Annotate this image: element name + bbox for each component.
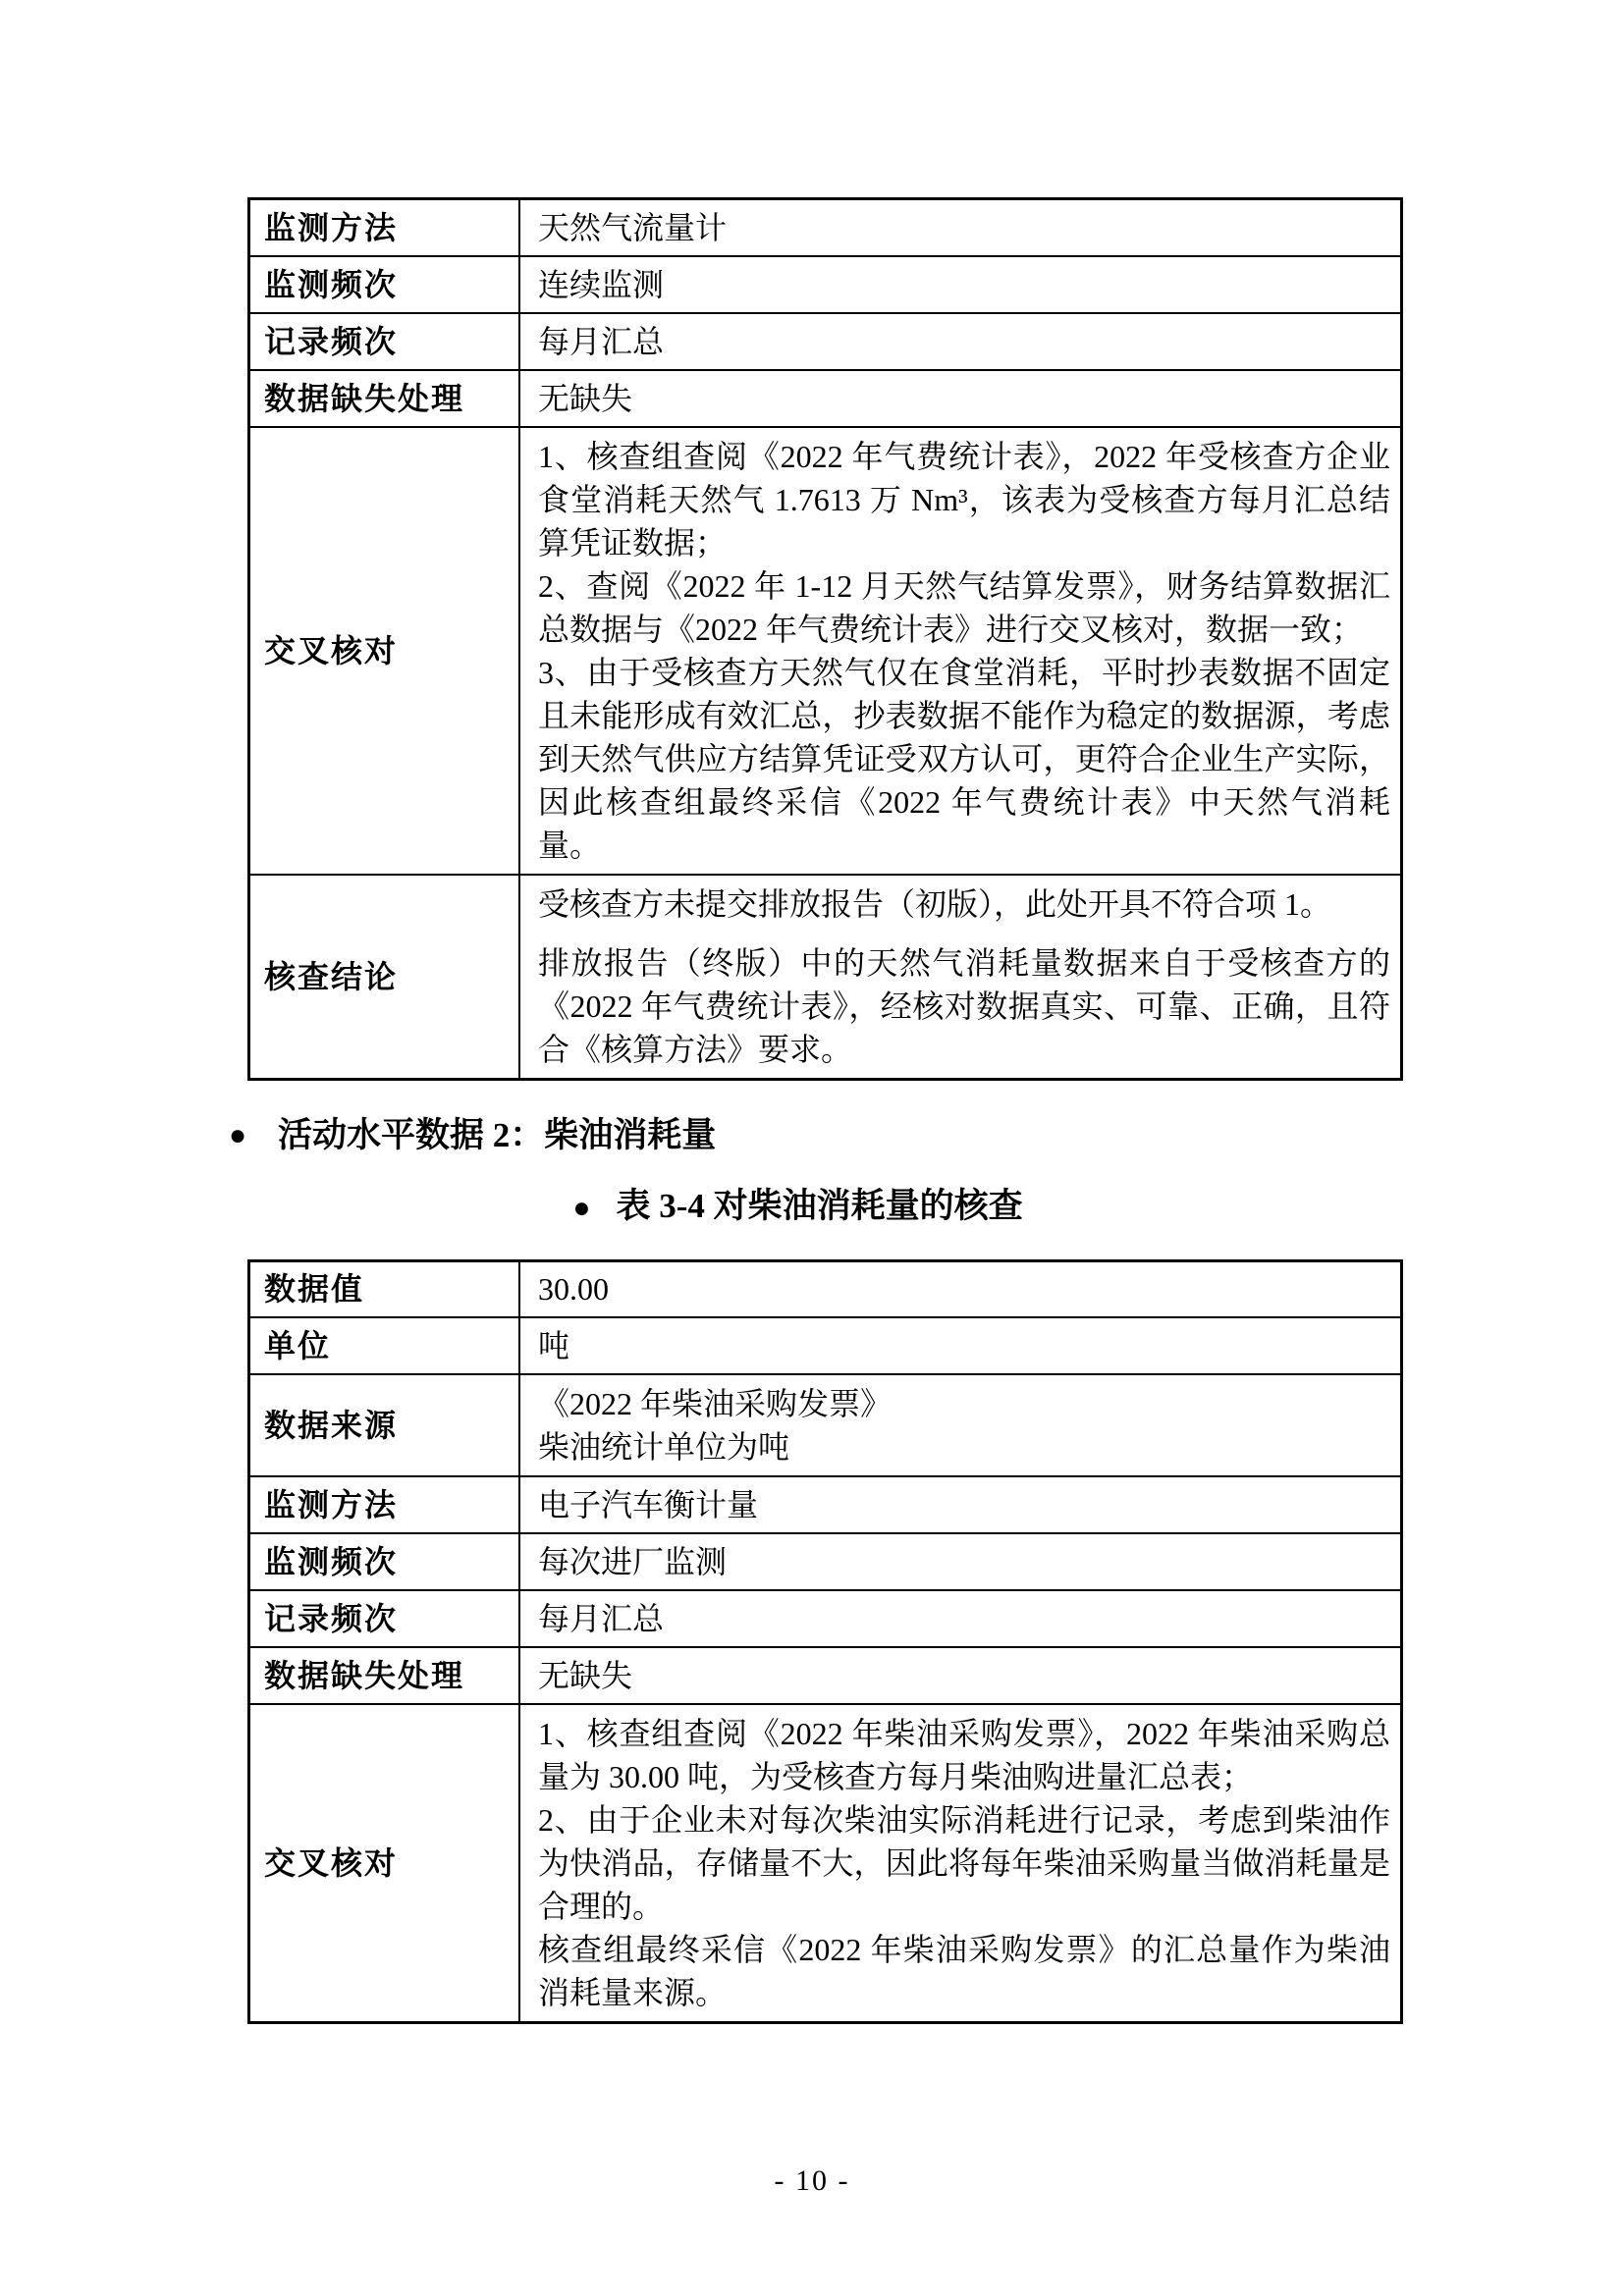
table-row xyxy=(249,427,1402,875)
row-value: 每月汇总 xyxy=(519,313,1402,370)
table-row xyxy=(249,1647,1402,1704)
data-source-line: 《2022 年柴油采购发票》 xyxy=(538,1386,893,1421)
natural-gas-verification-table xyxy=(247,197,1403,1081)
table-caption-text: 表 3-4 对柴油消耗量的核查 xyxy=(616,1186,1023,1225)
cross-check-item: 核查组最终采信《2022 年柴油采购发票》的汇总量作为柴油消耗量来源。 xyxy=(538,1932,1390,2010)
row-value: 每月汇总 xyxy=(519,1590,1402,1647)
row-value: 每次进厂监测 xyxy=(519,1533,1402,1590)
diesel-verification-table xyxy=(247,1259,1403,2025)
row-label: 监测方法 xyxy=(249,199,520,256)
table-row xyxy=(249,1374,1402,1476)
row-label: 单位 xyxy=(249,1317,520,1374)
row-label: 数据缺失处理 xyxy=(249,1647,520,1704)
activity-data-heading-text: 活动水平数据 2：柴油消耗量 xyxy=(278,1115,717,1154)
table-caption xyxy=(247,1181,1348,1234)
table-row xyxy=(249,370,1402,427)
row-value: 连续监测 xyxy=(519,256,1402,313)
page-number: - 10 - xyxy=(774,2164,850,2197)
row-value: 吨 xyxy=(519,1317,1402,1374)
table-row xyxy=(249,256,1402,313)
data-source-line: 柴油统计单位为吨 xyxy=(538,1429,790,1465)
cross-check-item: 1、核查组查阅《2022 年柴油采购发票》，2022 年柴油采购总量为 30.00 吨，为受核查方每月柴油购进量汇总表； xyxy=(538,1716,1390,1794)
table-row xyxy=(249,1317,1402,1374)
table-row xyxy=(249,1704,1402,2023)
row-value: 无缺失 xyxy=(519,370,1402,427)
row-label: 数据来源 xyxy=(249,1374,520,1476)
row-value: 无缺失 xyxy=(519,1647,1402,1704)
row-label: 监测方法 xyxy=(249,1476,520,1533)
table-row xyxy=(249,1533,1402,1590)
bullet-icon: ● xyxy=(229,1118,247,1151)
row-value: 电子汽车衡计量 xyxy=(519,1476,1402,1533)
table-row xyxy=(249,875,1402,1080)
row-value xyxy=(519,1374,1402,1476)
row-label: 监测频次 xyxy=(249,1533,520,1590)
row-label: 核查结论 xyxy=(249,875,520,1080)
row-label: 监测频次 xyxy=(249,256,520,313)
cross-check-item: 3、由于受核查方天然气仅在食堂消耗，平时抄表数据不固定且未能形成有效汇总，抄表数据不能作为稳定的数据源，考虑到天然气供应方结算凭证受双方认可，更符合企业生产实际，因此核查组最终采信《2022 年气费统计表》中天然气消耗量。 xyxy=(538,654,1390,863)
table-row xyxy=(249,1476,1402,1533)
row-value xyxy=(519,875,1402,1080)
activity-data-heading xyxy=(229,1110,1624,1161)
row-label: 交叉核对 xyxy=(249,427,520,875)
table-row xyxy=(249,199,1402,256)
table-row xyxy=(249,1260,1402,1317)
row-value: 天然气流量计 xyxy=(519,199,1402,256)
cross-check-item: 2、由于企业未对每次柴油实际消耗进行记录，考虑到柴油作为快消品，存储量不大，因此将每年柴油采购量当做消耗量是合理的。 xyxy=(538,1802,1390,1924)
bullet-icon: ● xyxy=(572,1191,591,1224)
table-row xyxy=(249,1590,1402,1647)
row-label: 交叉核对 xyxy=(249,1704,520,2023)
row-value xyxy=(519,1704,1402,2023)
table-row xyxy=(249,313,1402,370)
cross-check-item: 2、查阅《2022 年 1-12 月天然气结算发票》，财务结算数据汇总数据与《2022 年气费统计表》进行交叉核对，数据一致； xyxy=(538,567,1390,647)
row-label: 记录频次 xyxy=(249,313,520,370)
conclusion-paragraph: 排放报告（终版）中的天然气消耗量数据来自于受核查方的《2022 年气费统计表》，经核对数据真实、可靠、正确，且符合《核算方法》要求。 xyxy=(538,944,1390,1067)
row-label: 数据缺失处理 xyxy=(249,370,520,427)
cross-check-item: 1、核查组查阅《2022 年气费统计表》，2022 年受核查方企业食堂消耗天然气 1.7613 万 Nm³，该表为受核查方每月汇总结算凭证数据； xyxy=(538,438,1390,561)
row-value: 30.00 xyxy=(519,1260,1402,1317)
row-label: 记录频次 xyxy=(249,1590,520,1647)
conclusion-paragraph: 受核查方未提交排放报告（初版），此处开具不符合项 1。 xyxy=(538,885,1332,922)
row-value xyxy=(519,427,1402,875)
row-label: 数据值 xyxy=(249,1260,520,1317)
